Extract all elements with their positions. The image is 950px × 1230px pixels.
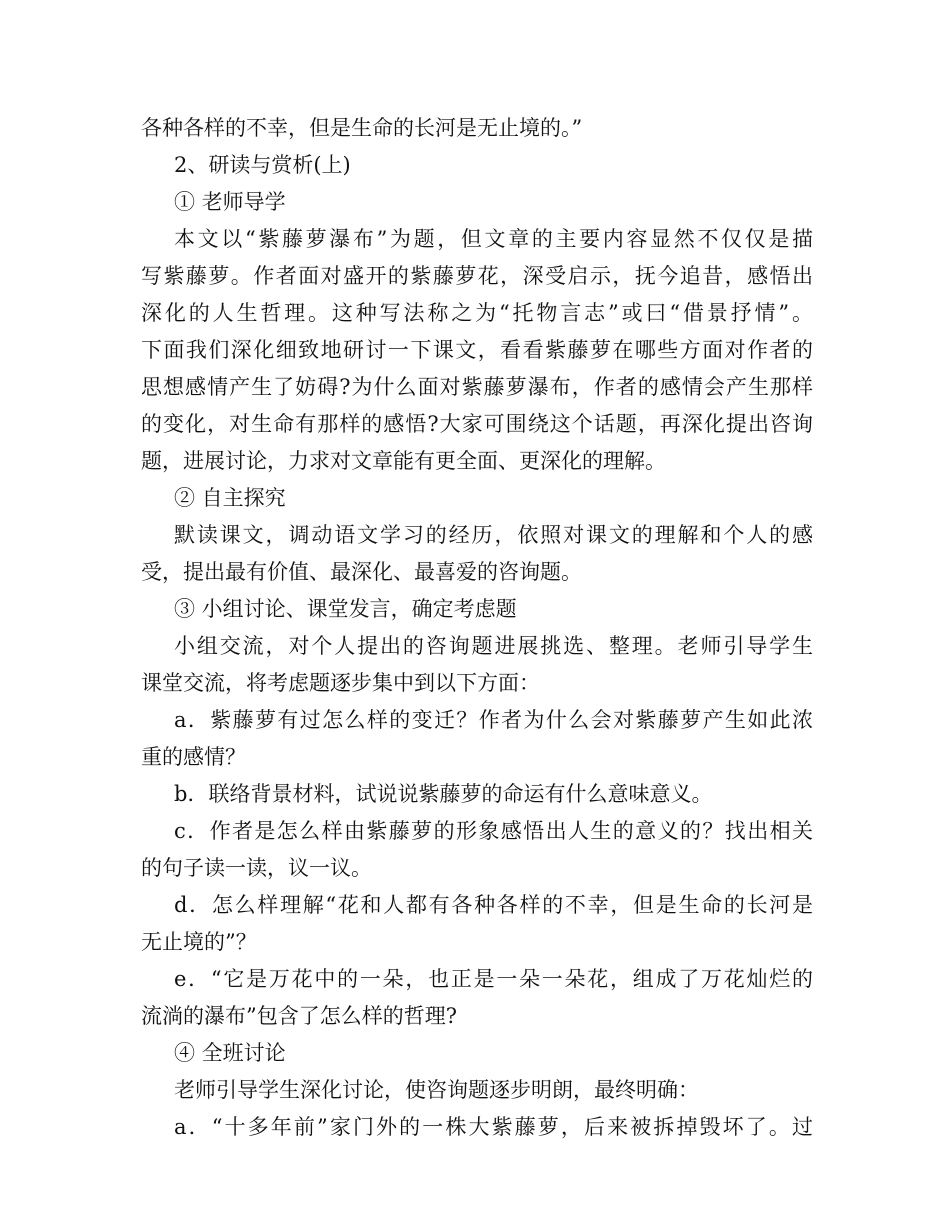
list-item-line: c．作者是怎么样由紫藤萝的形象感悟出人生的意义的？找出相关 <box>174 819 813 843</box>
paragraph-line: 课堂交流，将考虑题逐步集中到以下方面： <box>141 671 540 695</box>
section-heading: 2、研读与赏析(上) <box>174 153 351 177</box>
subsection-heading: ③ 小组讨论、课堂发言，确定考虑题 <box>174 597 517 621</box>
list-item-line: 的句子读一读，议一议。 <box>141 856 372 880</box>
list-item-line: e．“它是万花中的一朵，也正是一朵一朵花，组成了万花灿烂的 <box>174 967 813 991</box>
paragraph-line: 写紫藤萝。作者面对盛开的紫藤萝花，深受启示，抚今追昔，感悟出 <box>141 264 813 288</box>
list-item-line: d．怎么样理解“花和人都有各种各样的不幸，但是生命的长河是 <box>174 893 813 917</box>
list-item-line: 重的感情？ <box>141 745 246 769</box>
paragraph-line: 小组交流，对个人提出的咨询题进展挑选、整理。老师引导学生 <box>174 634 813 658</box>
paragraph-line: 下面我们深化细致地研讨一下课文，看看紫藤萝在哪些方面对作者的 <box>141 338 813 362</box>
subsection-heading: ④ 全班讨论 <box>174 1041 286 1065</box>
list-item-line: a．紫藤萝有过怎么样的变迁？作者为什么会对紫藤萝产生如此浓 <box>174 708 813 732</box>
paragraph-line: 深化的人生哲理。这种写法称之为“托物言志”或曰“借景抒情”。 <box>141 301 813 325</box>
list-item-line: b．联络背景材料，试说说紫藤萝的命运有什么意味意义。 <box>174 782 713 806</box>
list-item-line: 流淌的瀑布”包含了怎么样的哲理? <box>141 1004 457 1028</box>
document-page <box>141 110 813 1146</box>
list-item-line: 无止境的”？ <box>141 930 257 954</box>
paragraph-line: 受，提出最有价值、最深化、最喜爱的咨询题。 <box>141 560 582 584</box>
paragraph-line: 本文以“紫藤萝瀑布”为题，但文章的主要内容显然不仅仅是描 <box>174 227 813 251</box>
subsection-heading: ① 老师导学 <box>174 190 286 214</box>
paragraph-line: 思想感情产生了妨碍?为什么面对紫藤萝瀑布，作者的感情会产生那样 <box>141 375 813 399</box>
paragraph-line: 的变化，对生命有那样的感悟?大家可围绕这个话题，再深化提出咨询 <box>141 412 813 436</box>
paragraph-line: 各种各样的不幸，但是生命的长河是无止境的。” <box>141 116 583 140</box>
paragraph-line: 老师引导学生深化讨论，使咨询题逐步明朗，最终明确： <box>174 1078 699 1102</box>
paragraph-line: 默读课文，调动语文学习的经历，依照对课文的理解和个人的感 <box>174 523 813 547</box>
subsection-heading: ② 自主探究 <box>174 486 286 510</box>
list-item-line: a．“十多年前”家门外的一株大紫藤萝，后来被拆掉毁坏了。过 <box>174 1115 813 1139</box>
paragraph-line: 题，进展讨论，力求对文章能有更全面、更深化的理解。 <box>141 449 666 473</box>
